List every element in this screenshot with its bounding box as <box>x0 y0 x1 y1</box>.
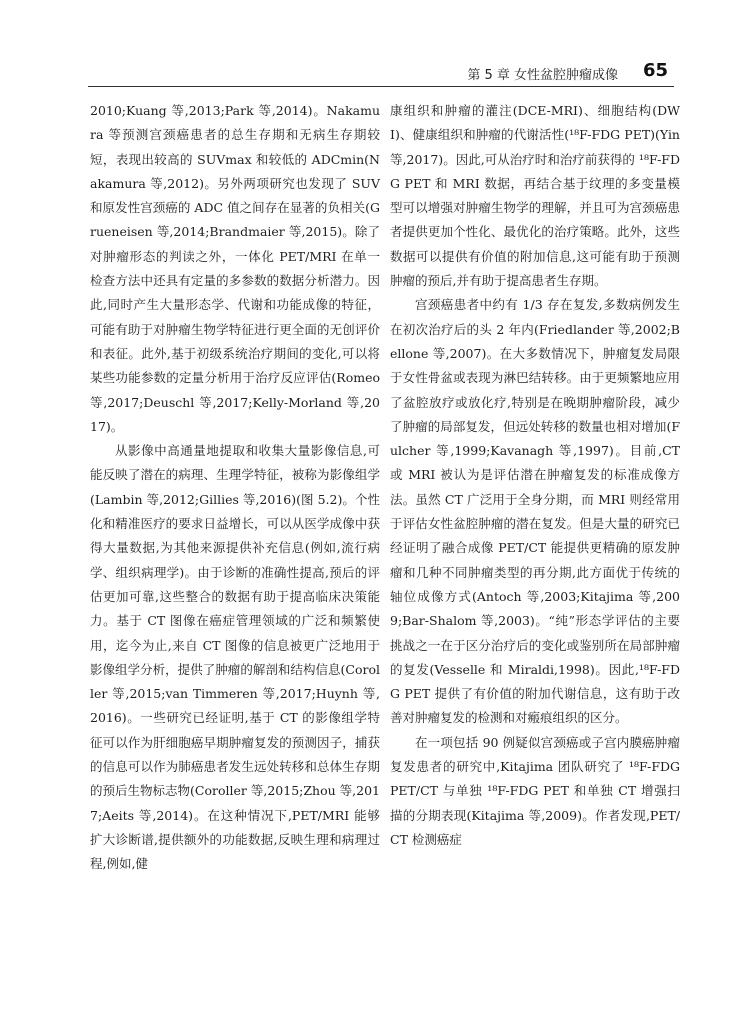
left-column <box>90 99 380 877</box>
paragraph: 2010;Kuang 等,2013;Park 等,2014)。Nakamura 等预测宫颈癌患者的总生存期和无病生存期较短，表现出较高的 SUVmax 和较低的 ADCmin(Nakamura 等,2012)。另外两项研究也发现了 SUV 和原发性宫颈癌的 ADC 值之间存在显著的负相关(Grueneisen 等,2014;Brandmaier 等,2015)。除了对肿瘤形态的判读之外，一体化 PET/MRI 在单一检查方法中还具有定量的多参数的数据分析潜力。因此,同时产生大量形态学、代谢和功能成像的特征，可能有助于对肿瘤生物学特征进行更全面的无创评价和表征。此外,基于初级系统治疗期间的变化,可以将某些功能参数的定量分析用于治疗反应评估(Romeo 等,2017;Deuschl 等,2017;Kelly-Morland 等,2017)。 <box>90 103 380 434</box>
header-rule <box>88 86 674 87</box>
right-column <box>390 99 680 852</box>
page-header <box>0 0 730 100</box>
paragraph: 宫颈癌患者中约有 1/3 存在复发,多数病例发生在初次治疗后的头 2 年内(Friedlander 等,2002;Bellone 等,2007)。在大多数情况下，肿瘤复发局限于女性骨盆或表现为淋巴结转移。由于更频繁地应用了盆腔放疗或放化疗,特别是在晚期肿瘤阶段，减少了肿瘤的局部复发，但远处转移的数量也相对增加(Fulcher 等,1999;Kavanagh 等,1997)。目前,CT 或 MRI 被认为是评估潜在肿瘤复发的标准成像方法。虽然 CT 广泛用于全身分期，而 MRI 则经常用于评估女性盆腔肿瘤的潜在复发。但是大量的研究已经证明了融合成像 PET/CT 能提供更精确的原发肿瘤和几种不同肿瘤类型的再分期,此方面优于传统的轴位成像方式(Antoch 等,2003;Kitajima 等,2009;Bar-Shalom 等,2003)。“纯”形态学评估的主要挑战之一在于区分治疗后的变化或鉴别所在局部肿瘤的复发(Vesselle 和 Miraldi,1998)。因此,¹⁸F-FDG PET 提供了有价值的附加代谢信息，这有助于改善对肿瘤复发的检测和对瘢痕组织的区分。 <box>390 297 680 726</box>
chapter-title: 第 5 章 女性盆腔肿瘤成像 <box>467 68 618 83</box>
paragraph: 在一项包括 90 例疑似宫颈癌或子宫内膜癌肿瘤复发患者的研究中,Kitajima 团队研究了 ¹⁸F-FDG PET/CT 与单独 ¹⁸F-FDG PET 和单独 CT 增强扫描的分期表现(Kitajima 等,2009)。作者发现,PET/CT 检测癌症 <box>390 734 680 847</box>
paragraph: 从影像中高通量地提取和收集大量影像信息,可能反映了潜在的病理、生理学特征，被称为影像组学(Lambin 等,2012;Gillies 等,2016)(图 5.2)。个性化和精准医疗的要求日益增长，可以从医学成像中获得大量数据,为其他来源提供补充信息(例如,流行病学、组织病理学)。由于诊断的准确性提高,预后的评估更加可靠,这些整合的数据有助于提高临床决策能力。基于 CT 图像在癌症管理领域的广泛和频繁使用，迄今为止,来自 CT 图像的信息被更广泛地用于影像组学分析，提供了肿瘤的解剖和结构信息(Coroller 等,2015;van Timmeren 等,2017;Huynh 等,2016)。一些研究已经证明,基于 CT 的影像组学特征可以作为肝细胞癌早期肿瘤复发的预测因子，捕获的信息可以作为肺癌患者发生远处转移和总体生存期的预后生物标志物(Coroller 等,2015;Zhou 等,2017;Aeits 等,2014)。在这种情况下,PET/MRI 能够扩大诊断谱,提供额外的功能数据,反映生理和病理过程,例如,健 <box>90 443 380 872</box>
paragraph: 康组织和肿瘤的灌注(DCE-MRI)、细胞结构(DWI)、健康组织和肿瘤的代谢活性(¹⁸F-FDG PET)(Yin 等,2017)。因此,可从治疗时和治疗前获得的 ¹⁸F-FDG PET 和 MRI 数据，再结合基于纹理的多变量模型可以增强对肿瘤生物学的理解，并且可为宫颈癌患者提供更加个性化、最优化的治疗策略。此外，这些数据可以提供有价值的附加信息,这可能有助于预测肿瘤的预后,并有助于提高患者生存期。 <box>390 103 680 289</box>
page-number: 65 <box>642 60 668 81</box>
